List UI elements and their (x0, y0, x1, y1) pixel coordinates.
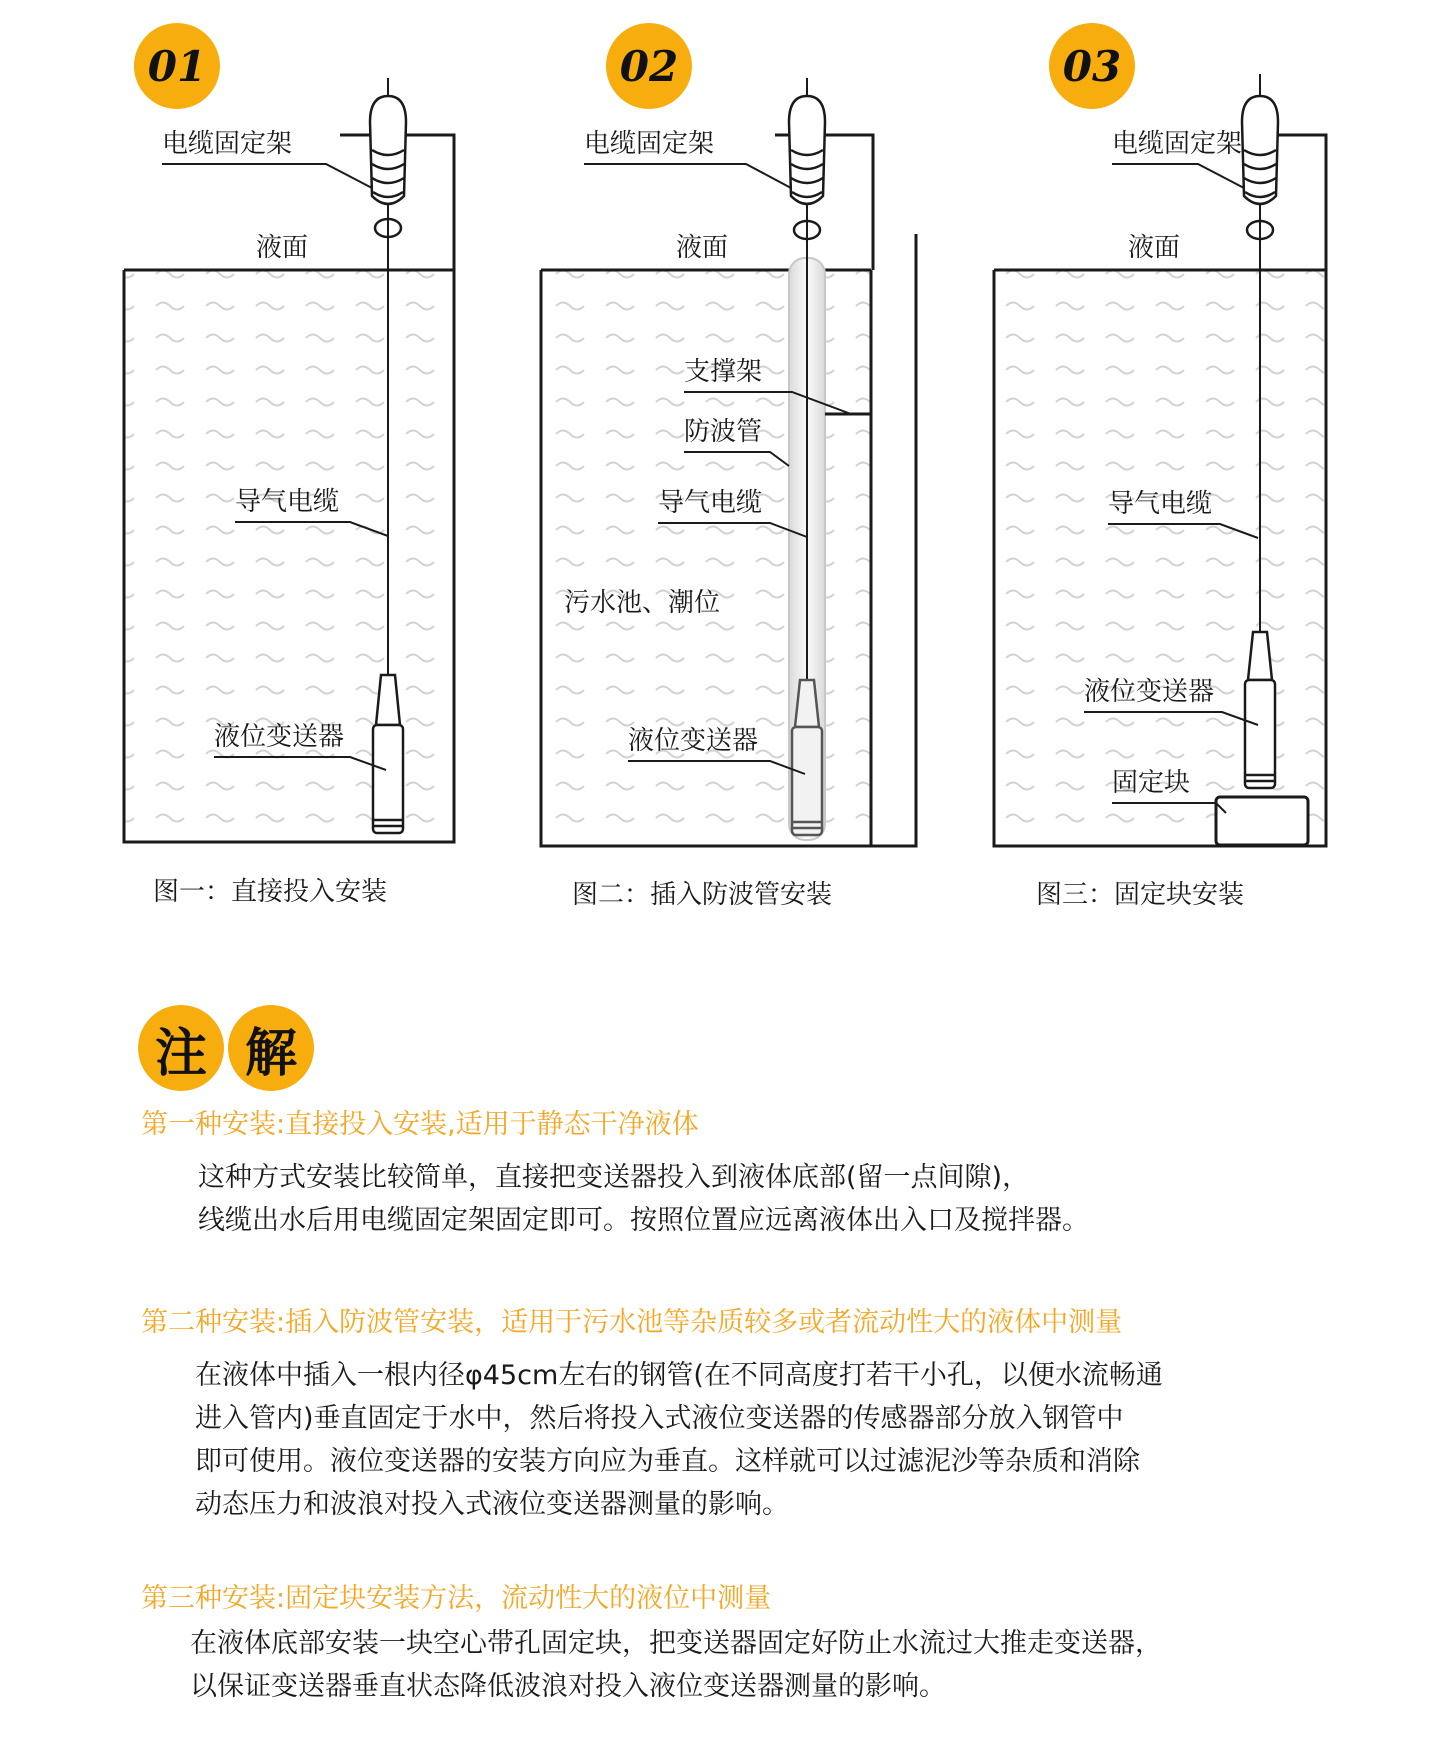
figure-caption: 图三：固定块安装 (1036, 880, 1245, 910)
section-line: 线缆出水后用电缆固定架固定即可。按照位置应远离液体出入口及搅拌器。 (198, 1205, 1089, 1236)
cable-clamp-label: 电缆固定架 (162, 129, 293, 159)
cable-clamp-label: 电缆固定架 (1112, 129, 1243, 159)
cable-bracket (1272, 135, 1326, 270)
section-line: 这种方式安装比较简单，直接把变送器投入到液体底部(留一点间隙)， (198, 1162, 1030, 1193)
figure-1 (124, 23, 454, 907)
cable-label: 导气电缆 (658, 488, 763, 518)
transmitter-label: 液位变送器 (214, 722, 345, 752)
figure-caption: 图一：直接投入安装 (153, 877, 388, 907)
badge-number: 02 (619, 42, 679, 91)
figure-3 (994, 23, 1326, 910)
badge-01 (134, 23, 220, 109)
fixed-block-label: 固定块 (1112, 768, 1191, 798)
liquid-surface-label: 液面 (1127, 233, 1181, 263)
cable-label: 导气电缆 (1108, 489, 1213, 519)
section-line: 在液体底部安装一块空心带孔固定块，把变送器固定好防止水流过大推走变送器， (190, 1628, 1162, 1659)
liquid-surface-label: 液面 (675, 233, 729, 263)
transmitter-label: 液位变送器 (628, 726, 759, 756)
transmitter-label: 液位变送器 (1084, 677, 1215, 707)
scene-label: 污水池、潮位 (564, 588, 721, 618)
section-body-1 (198, 1156, 1089, 1242)
section-title-1: 第一种安装:直接投入安装,适用于静态干净液体 (141, 1109, 699, 1140)
liquid-surface-label: 液面 (255, 233, 309, 263)
badge-03 (1049, 23, 1135, 109)
section-title-3: 第三种安装:固定块安装方法，流动性大的液位中测量 (141, 1583, 772, 1614)
wave-pipe-label: 防波管 (684, 417, 763, 447)
fixed-block (1216, 797, 1308, 845)
cable-label: 导气电缆 (235, 487, 340, 517)
badge-number: 03 (1062, 42, 1122, 91)
water-body (124, 270, 454, 840)
section-line: 动态压力和波浪对投入式液位变送器测量的影响。 (195, 1489, 789, 1520)
level-transmitter (373, 675, 403, 833)
section-line: 进入管内)垂直固定于水中，然后将投入式液位变送器的传感器部分放入钢管中 (195, 1403, 1124, 1434)
section-line: 在液体中插入一根内径φ45cm左右的钢管(在不同高度打若干小孔，以便水流畅通 (195, 1360, 1163, 1391)
section-line: 以保证变送器垂直状态降低波浪对投入液位变送器测量的影响。 (190, 1671, 946, 1702)
level-transmitter (792, 680, 822, 835)
support-label: 支撑架 (684, 357, 763, 387)
notes-heading-char: 注 (138, 1005, 224, 1091)
cable-clamp-label: 电缆固定架 (584, 129, 715, 159)
section-body-3 (190, 1622, 1162, 1708)
figure-2 (541, 23, 916, 910)
notes-heading-char: 解 (228, 1005, 314, 1091)
level-transmitter (1245, 632, 1275, 788)
section-line: 即可使用。液位变送器的安装方向应为垂直。这样就可以过滤泥沙等杂质和消除 (195, 1446, 1140, 1477)
section-body-2 (195, 1354, 1163, 1526)
badge-number: 01 (147, 42, 207, 91)
badge-02 (606, 23, 692, 109)
section-title-2: 第二种安装:插入防波管安装，适用于污水池等杂质较多或者流动性大的液体中测量 (141, 1307, 1123, 1338)
figure-caption: 图二：插入防波管安装 (572, 880, 833, 910)
